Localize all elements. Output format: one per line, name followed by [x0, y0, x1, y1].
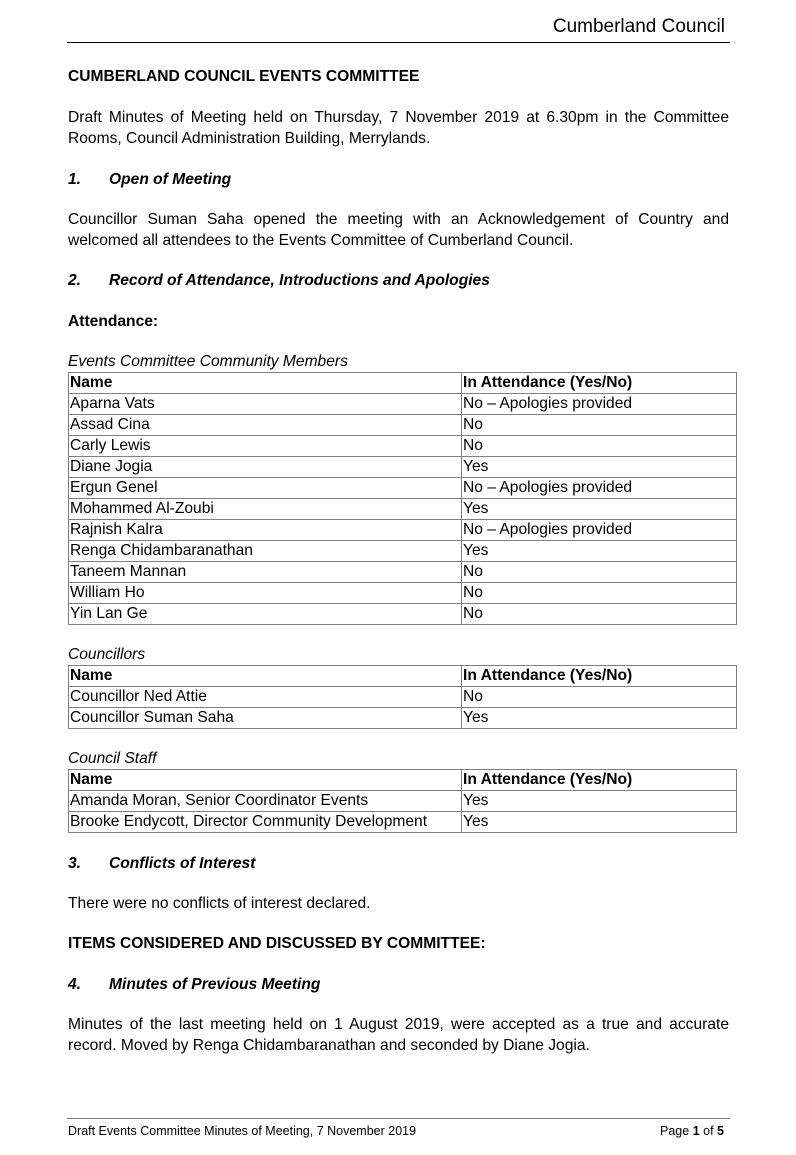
- header-org-name: Cumberland Council: [552, 16, 725, 37]
- document-body: [68, 66, 729, 1056]
- column-header-name: Name: [69, 770, 462, 791]
- column-header-attendance: In Attendance (Yes/No): [462, 666, 737, 687]
- section-3-heading: [68, 853, 729, 874]
- section-4-heading: [68, 974, 729, 995]
- section-title: Minutes of Previous Meeting: [109, 976, 321, 993]
- table-row: [69, 604, 737, 625]
- of-word: of: [703, 1124, 714, 1138]
- cell-attendance: No: [462, 436, 737, 457]
- table-row: [69, 791, 737, 812]
- cell-name: Amanda Moran, Senior Coordinator Events: [69, 791, 462, 812]
- cell-attendance: No – Apologies provided: [462, 520, 737, 541]
- cell-attendance: No: [462, 583, 737, 604]
- cell-attendance: Yes: [462, 457, 737, 478]
- table-row: [69, 499, 737, 520]
- staff-table-body: [69, 791, 737, 833]
- table-header-row: [69, 770, 737, 791]
- cell-attendance: No – Apologies provided: [462, 394, 737, 415]
- section-number: 2.: [68, 272, 82, 289]
- cell-name: Councillor Ned Attie: [69, 687, 462, 708]
- cell-name: Councillor Suman Saha: [69, 708, 462, 729]
- page-word: Page: [660, 1124, 690, 1138]
- table-header-row: [69, 666, 737, 687]
- section-number: 1.: [68, 171, 82, 188]
- cell-attendance: No: [462, 687, 737, 708]
- cell-attendance: Yes: [462, 541, 737, 562]
- councillors-table-body: [69, 687, 737, 729]
- table-header-row: [69, 373, 737, 394]
- councillors-table: [68, 665, 737, 729]
- footer-page-number: [660, 1124, 724, 1138]
- cell-name: Assad Cina: [69, 415, 462, 436]
- table-row: [69, 812, 737, 833]
- page-total: 5: [717, 1124, 724, 1138]
- cell-attendance: Yes: [462, 812, 737, 833]
- cell-attendance: Yes: [462, 708, 737, 729]
- cell-attendance: No: [462, 604, 737, 625]
- cell-name: Renga Chidambaranathan: [69, 541, 462, 562]
- table-row: [69, 687, 737, 708]
- footer-rule: [67, 1118, 730, 1119]
- cell-name: Brooke Endycott, Director Community Development: [69, 812, 462, 833]
- column-header-name: Name: [69, 666, 462, 687]
- staff-table: [68, 769, 737, 833]
- members-table: [68, 372, 737, 625]
- document-title: CUMBERLAND COUNCIL EVENTS COMMITTEE: [68, 68, 420, 85]
- cell-attendance: No: [462, 415, 737, 436]
- cell-name: Taneem Mannan: [69, 562, 462, 583]
- table-row: [69, 708, 737, 729]
- footer-document-title: Draft Events Committee Minutes of Meeting, 7 November 2019: [68, 1124, 417, 1138]
- section-title: Record of Attendance, Introductions and Apologies: [109, 272, 490, 289]
- cell-attendance: No – Apologies provided: [462, 478, 737, 499]
- attendance-label: Attendance:: [68, 313, 159, 330]
- table-row: [69, 562, 737, 583]
- cell-name: Aparna Vats: [69, 394, 462, 415]
- cell-name: Carly Lewis: [69, 436, 462, 457]
- section-1-heading: [68, 169, 729, 190]
- section-1-text: Councillor Suman Saha opened the meeting with an Acknowledgement of Country and welcomed all attendees to the Events Committee of Cumberland Council.: [68, 211, 729, 249]
- section-2-heading: [68, 270, 729, 291]
- table-row: [69, 520, 737, 541]
- section-title: Open of Meeting: [109, 171, 232, 188]
- section-title: Conflicts of Interest: [109, 855, 256, 872]
- section-3-text: There were no conflicts of interest declared.: [68, 895, 371, 912]
- section-4-text: Minutes of the last meeting held on 1 August 2019, were accepted as a true and accurate record. Moved by Renga Chidambaranathan and seconded by Diane Jogia.: [68, 1016, 729, 1054]
- cell-attendance: Yes: [462, 499, 737, 520]
- members-table-caption: Events Committee Community Members: [68, 353, 348, 370]
- table-row: [69, 478, 737, 499]
- table-row: [69, 541, 737, 562]
- cell-name: William Ho: [69, 583, 462, 604]
- column-header-name: Name: [69, 373, 462, 394]
- cell-attendance: Yes: [462, 791, 737, 812]
- table-row: [69, 583, 737, 604]
- section-number: 4.: [68, 976, 82, 993]
- header-rule: [67, 42, 730, 43]
- cell-name: Ergun Genel: [69, 478, 462, 499]
- table-row: [69, 394, 737, 415]
- councillors-table-caption: Councillors: [68, 646, 146, 663]
- staff-table-caption: Council Staff: [68, 750, 157, 767]
- table-row: [69, 457, 737, 478]
- column-header-attendance: In Attendance (Yes/No): [462, 373, 737, 394]
- section-number: 3.: [68, 855, 82, 872]
- table-row: [69, 436, 737, 457]
- column-header-attendance: In Attendance (Yes/No): [462, 770, 737, 791]
- intro-paragraph: Draft Minutes of Meeting held on Thursday, 7 November 2019 at 6.30pm in the Committee Rooms, Council Administration Building, Merrylands.: [68, 109, 729, 147]
- cell-attendance: No: [462, 562, 737, 583]
- table-row: [69, 415, 737, 436]
- cell-name: Mohammed Al-Zoubi: [69, 499, 462, 520]
- cell-name: Yin Lan Ge: [69, 604, 462, 625]
- members-table-body: [69, 394, 737, 625]
- cell-name: Rajnish Kalra: [69, 520, 462, 541]
- cell-name: Diane Jogia: [69, 457, 462, 478]
- items-heading: ITEMS CONSIDERED AND DISCUSSED BY COMMITTEE:: [68, 935, 486, 952]
- page-current: 1: [692, 1124, 700, 1138]
